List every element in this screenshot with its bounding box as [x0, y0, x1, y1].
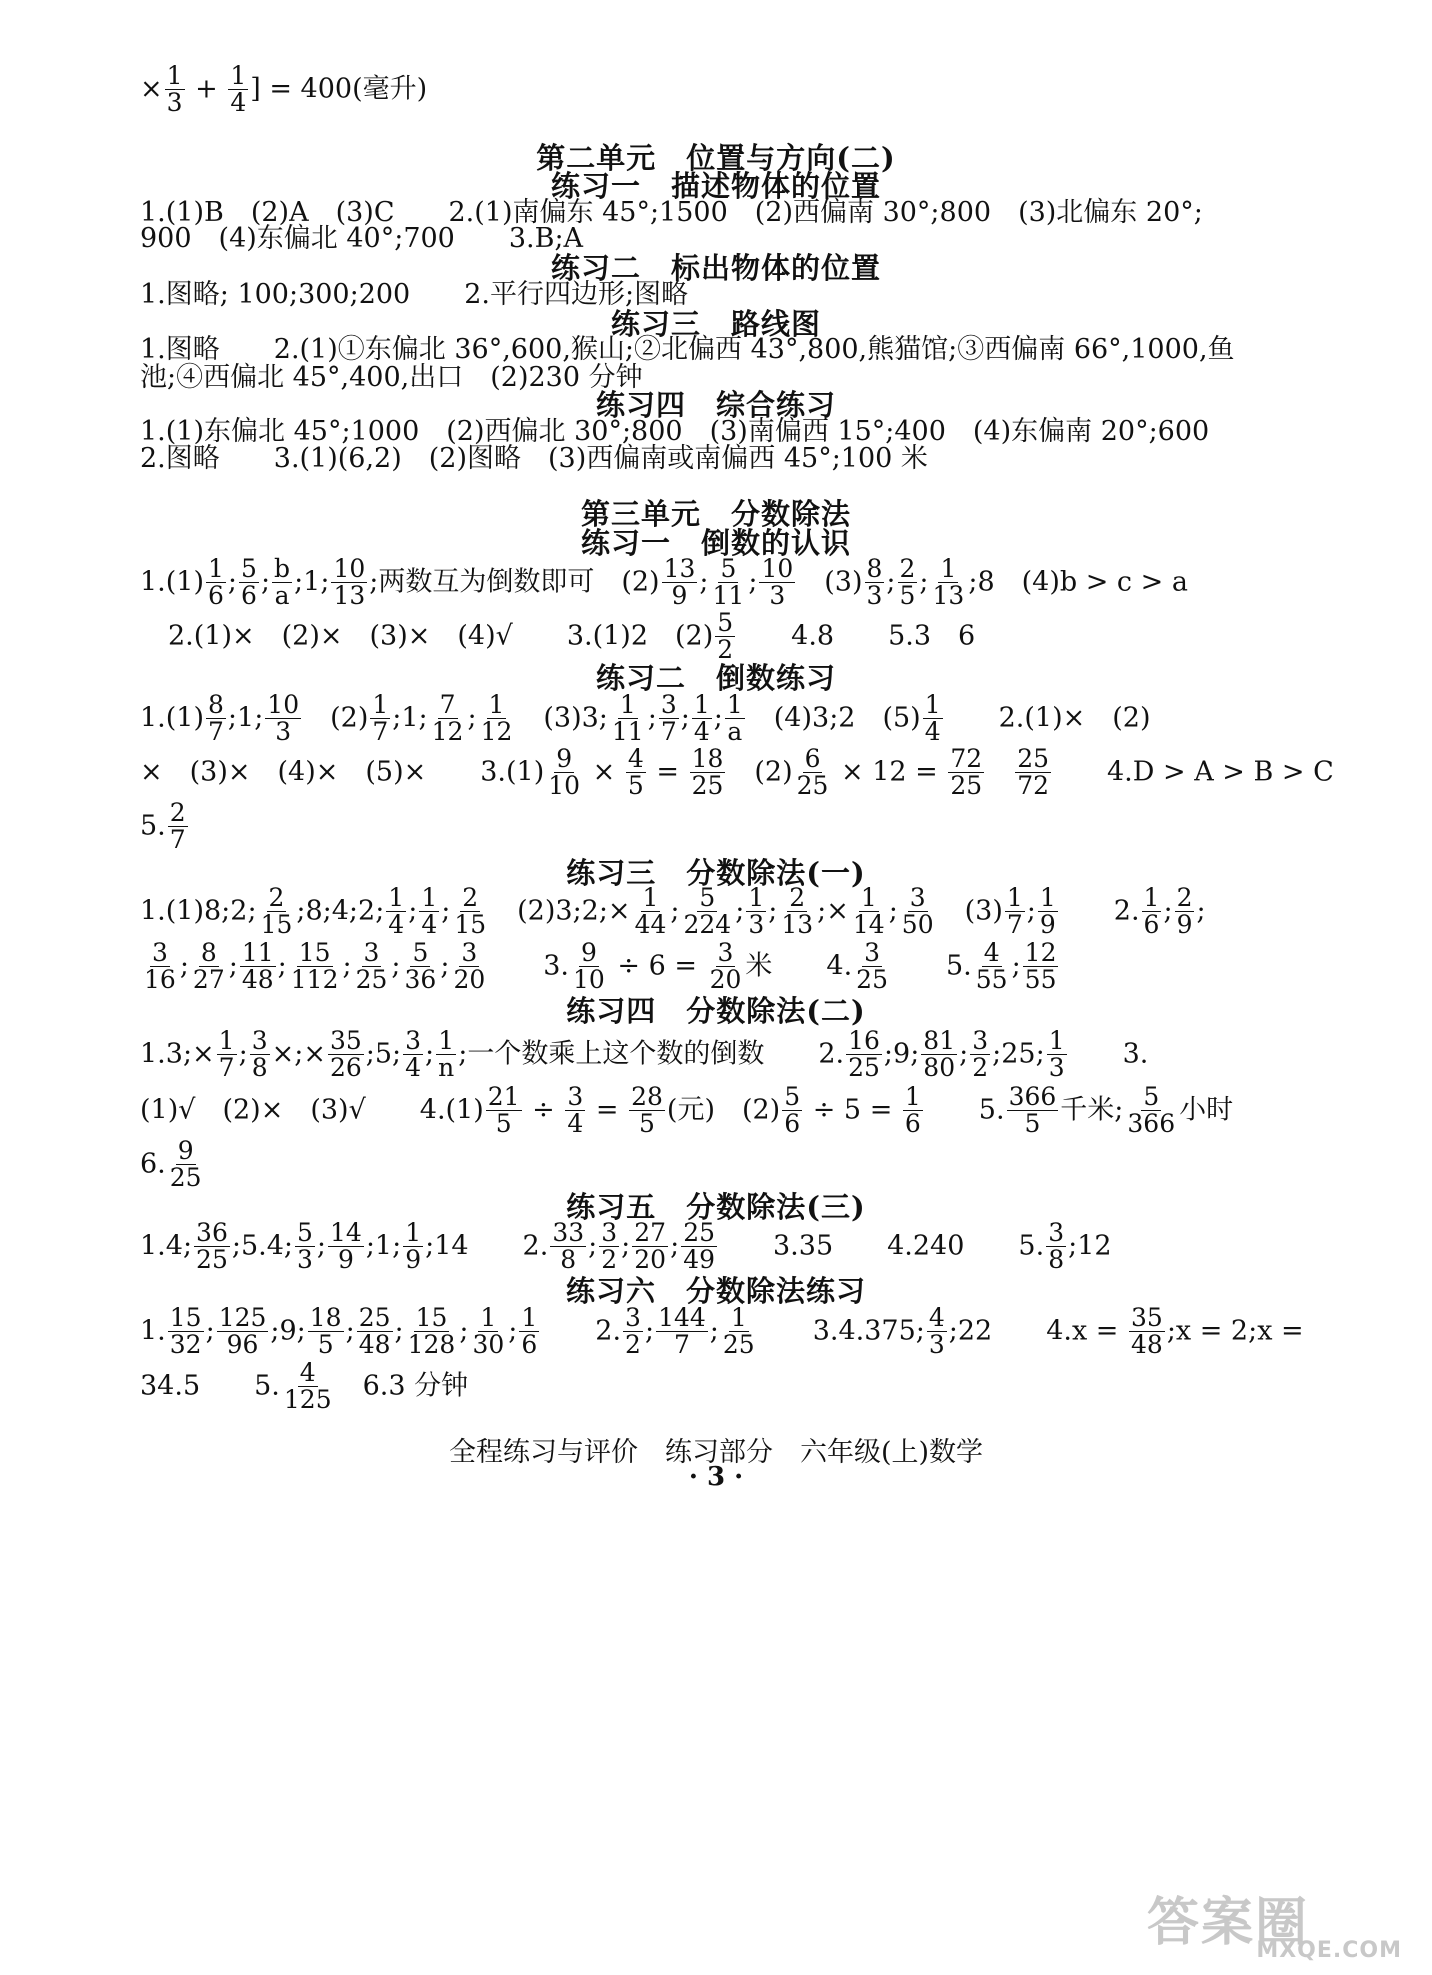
answer-line: 6. $\frac{9}{25}$ — [140, 1136, 202, 1193]
fraction: $\frac{5}{366}$ — [1127, 1082, 1176, 1139]
answer-line: 1.图略; 100;300;200 2.平行四边形;图略 — [140, 279, 689, 310]
answer-line: 1.(1)8;2; $\frac{2}{15}$ ;8;4;2; $\frac{1}{4}$ ; $\frac{1}{4}$ ; $\frac{2}{15}$ (2)3;2;× $\frac{1}{44}$ ; $\frac{5}{224}$ ; $\frac{1}{3}$ ; $\frac{2}{13}$ ;× $\frac{1}{14}$ ; $\frac{3}{50}$ (3) $\frac{1}{7}$ ; $\frac{1}{9}$ 2. $\frac{1}{6}$ ; $\frac{2}{9}$ ; — [140, 883, 1206, 940]
fraction: $\frac{2}{7}$ — [169, 798, 186, 855]
answer-line: 1. $\frac{15}{32}$ ; $\frac{125}{96}$ ;9; $\frac{18}{5}$ ; $\frac{25}{48}$ ; $\frac{15}{128}$ ; $\frac{1}{30}$ ; $\frac{1}{6}$ 2. $\frac{3}{2}$ ; $\frac{144}{7}$ ; $\frac{1}{25}$ 3.4.375; $\frac{4}{3}$ ;22 4.x = $\frac{35}{48}$ ;x = 2;x = — [140, 1303, 1304, 1360]
fraction: $\frac{35}{48}$ — [1131, 1303, 1163, 1360]
fraction: $\frac{25}{72}$ — [1017, 744, 1049, 801]
fraction: $\frac{10}{3}$ — [761, 554, 794, 611]
fraction: $\frac{3}{8}$ — [251, 1026, 268, 1083]
fraction: $\frac{3}{2}$ — [601, 1218, 618, 1275]
fraction: $\frac{1}{6}$ — [208, 554, 224, 611]
fraction: $\frac{4}{55}$ — [975, 938, 1008, 995]
fraction: $\frac{15}{128}$ — [407, 1303, 456, 1360]
answer-line: (1)√ (2)× (3)√ 4.(1) $\frac{21}{5}$ ÷ $\frac{3}{4}$ = $\frac{28}{5}$ (元) (2) $\frac{5}{6}$ ÷ 5 = $\frac{1}{6}$ 5. $\frac{366}{5}$ 千米; $\frac{5}{366}$ 小时 — [140, 1082, 1234, 1139]
fraction: $\frac{b}{a}$ — [274, 554, 291, 611]
answer-line-top: × $\frac{1}{3}$ + $\frac{1}{4}$ ] = 400(毫升) — [140, 61, 428, 118]
fraction: $\frac{2}{5}$ — [899, 554, 916, 611]
section-title: 练习二 倒数练习 — [595, 661, 836, 695]
fraction: $\frac{15}{32}$ — [169, 1303, 202, 1360]
fraction: $\frac{3}{16}$ — [144, 938, 176, 995]
fraction: $\frac{8}{27}$ — [192, 938, 225, 995]
fraction: $\frac{1}{7}$ — [1006, 883, 1023, 940]
fraction: $\frac{25}{49}$ — [683, 1218, 715, 1275]
answer-line: 池;④西偏北 45°,400,出口 (2)230 分钟 — [140, 362, 643, 393]
fraction: $\frac{10}{3}$ — [267, 690, 300, 747]
answer-line: 1.(1)东偏北 45°;1000 (2)西偏北 30°;800 (3)南偏西 15°;400 (4)东偏南 20°;600 — [140, 416, 1210, 447]
fraction: $\frac{1}{44}$ — [634, 883, 667, 940]
fraction: $\frac{1}{4}$ — [421, 883, 438, 940]
fraction: $\frac{2}{15}$ — [260, 883, 293, 940]
fraction: $\frac{1}{3}$ — [748, 883, 765, 940]
fraction: $\frac{28}{5}$ — [631, 1082, 663, 1139]
fraction: $\frac{18}{25}$ — [691, 744, 724, 801]
fraction: $\frac{3}{25}$ — [355, 938, 388, 995]
fraction: $\frac{1}{7}$ — [372, 690, 389, 747]
watermark-main: 答案圈 — [1147, 1893, 1310, 1953]
fraction: $\frac{5}{3}$ — [297, 1218, 313, 1275]
fraction: $\frac{3}{7}$ — [660, 690, 677, 747]
fraction: $\frac{4}{125}$ — [283, 1358, 332, 1415]
fraction: $\frac{1}{11}$ — [611, 690, 644, 747]
fraction: $\frac{1}{4}$ — [693, 690, 710, 747]
answer-line: × (3)× (4)× (5)× 3.(1) $\frac{9}{10}$ × $\frac{4}{5}$ = $\frac{18}{25}$ (2) $\frac{6}{25}$ × 12 = $\frac{72}{25}$ $\frac{25}{72}$ 4.D > A > B > C — [140, 744, 1334, 801]
answer-line: 900 (4)东偏北 40°;700 3.B;A — [140, 223, 584, 254]
fraction: $\frac{3}{25}$ — [856, 938, 888, 995]
fraction: $\frac{144}{7}$ — [658, 1303, 706, 1360]
footer-title: 全程练习与评价 练习部分 六年级(上)数学 — [448, 1437, 984, 1468]
fraction: $\frac{25}{48}$ — [358, 1303, 391, 1360]
answer-line: 1.(1) $\frac{8}{7}$ ;1; $\frac{10}{3}$ (2) $\frac{1}{7}$ ;1; $\frac{7}{12}$ ; $\frac{1}{12}$ (3)3; $\frac{1}{11}$ ; $\frac{3}{7}$ ; $\frac{1}{4}$ ; $\frac{1}{a}$ (4)3;2 (5) $\frac{1}{4}$ 2.(1)× (2) — [140, 690, 1151, 747]
fraction: $\frac{1}{4}$ — [388, 883, 405, 940]
fraction: $\frac{36}{25}$ — [196, 1218, 228, 1275]
fraction: $\frac{4}{3}$ — [928, 1303, 945, 1360]
answer-line: 2.图略 3.(1)(6,2) (2)图略 (3)西偏南或南偏西 45°;100 米 — [140, 443, 928, 474]
fraction: $\frac{1}{12}$ — [480, 690, 513, 747]
fraction: $\frac{1}{6}$ — [1143, 883, 1160, 940]
fraction: $\frac{5}{11}$ — [712, 554, 745, 611]
fraction: $\frac{81}{80}$ — [923, 1026, 956, 1083]
section-title: 练习一 倒数的认识 — [580, 526, 851, 560]
fraction: $\frac{9}{10}$ — [548, 744, 581, 801]
fraction: $\frac{2}{9}$ — [1176, 883, 1193, 940]
unit-title: 第三单元 分数除法 — [580, 497, 851, 531]
answer-line: 1.图略 2.(1)①东偏北 36°,600,猴山;②北偏西 43°,800,熊猫馆;③西偏南 66°,1000,鱼 — [140, 334, 1235, 365]
fraction: $\frac{4}{5}$ — [627, 744, 644, 801]
fraction: $\frac{3}{2}$ — [625, 1303, 641, 1360]
fraction: $\frac{11}{48}$ — [241, 938, 274, 995]
fraction: $\frac{2}{15}$ — [454, 883, 487, 940]
answer-line: 2.(1)× (2)× (3)× (4)√ 3.(1)2 (2) $\frac{5}{2}$ 4.8 5.3 6 — [168, 608, 976, 665]
section-title: 练习六 分数除法练习 — [565, 1274, 866, 1308]
answer-line: 1.(1) $\frac{1}{6}$ ; $\frac{5}{6}$ ; $\frac{b}{a}$ ;1; $\frac{10}{13}$ ;两数互为倒数即可 (2) $\frac{13}{9}$ ; $\frac{5}{11}$ ; $\frac{10}{3}$ (3) $\frac{8}{3}$ ; $\frac{2}{5}$ ; $\frac{1}{13}$ ;8 (4)b > c > a — [140, 554, 1188, 611]
fraction: $\frac{5}{6}$ — [241, 554, 257, 611]
fraction: $\frac{1}{9}$ — [1039, 883, 1056, 940]
section-title: 练习一 描述物体的位置 — [550, 169, 881, 203]
fraction: $\frac{3}{50}$ — [901, 883, 934, 940]
fraction: $\frac{3}{4}$ — [567, 1082, 584, 1139]
fraction: $\frac{1}{9}$ — [405, 1218, 422, 1275]
fraction: $\frac{14}{9}$ — [330, 1218, 362, 1275]
section-title: 练习五 分数除法(三) — [566, 1190, 866, 1224]
fraction: $\frac{5}{224}$ — [683, 883, 732, 940]
fraction: $\frac{3}{20}$ — [709, 938, 742, 995]
fraction: $\frac{1}{3}$ — [1048, 1026, 1065, 1083]
fraction: $\frac{8}{3}$ — [866, 554, 883, 611]
section-title: 练习三 路线图 — [610, 307, 821, 341]
fraction: $\frac{1}{6}$ — [904, 1082, 921, 1139]
watermark-sub: MXQE.COM — [1256, 1938, 1402, 1963]
fraction: $\frac{3}{8}$ — [1048, 1218, 1065, 1275]
fraction: $\frac{7}{12}$ — [431, 690, 464, 747]
fraction: $\frac{366}{5}$ — [1008, 1082, 1057, 1139]
fraction: $\frac{1}{30}$ — [472, 1303, 505, 1360]
fraction: $\frac{8}{7}$ — [208, 690, 224, 747]
fraction: $\frac{1}{4}$ — [230, 61, 247, 118]
fraction: $\frac{2}{13}$ — [781, 883, 814, 940]
fraction: $\frac{3}{4}$ — [405, 1026, 422, 1083]
fraction: $\frac{12}{55}$ — [1024, 938, 1057, 995]
fraction: $\frac{1}{6}$ — [521, 1303, 538, 1360]
fraction: $\frac{1}{4}$ — [924, 690, 941, 747]
fraction: $\frac{1}{7}$ — [218, 1026, 235, 1083]
answer-line: 1.4; $\frac{36}{25}$ ;5.4; $\frac{5}{3}$ ; $\frac{14}{9}$ ;1; $\frac{1}{9}$ ;14 2. $\frac{33}{8}$ ; $\frac{3}{2}$ ; $\frac{27}{20}$ ; $\frac{25}{49}$ 3.35 4.240 5. $\frac{3}{8}$ ;12 — [140, 1218, 1112, 1275]
watermark-logo — [1147, 1880, 1402, 1965]
section-title: 练习二 标出物体的位置 — [550, 251, 881, 285]
page-number: · 3 · — [688, 1462, 744, 1492]
fraction: $\frac{9}{25}$ — [169, 1136, 202, 1193]
fraction: $\frac{18}{5}$ — [309, 1303, 342, 1360]
unit-title: 第二单元 位置与方向(二) — [536, 141, 896, 175]
fraction: $\frac{16}{25}$ — [848, 1026, 880, 1083]
fraction: $\frac{21}{5}$ — [487, 1082, 520, 1139]
fraction: $\frac{125}{96}$ — [218, 1303, 267, 1360]
fraction: $\frac{1}{13}$ — [932, 554, 965, 611]
fraction: $\frac{1}{14}$ — [852, 883, 885, 940]
fraction: $\frac{33}{8}$ — [552, 1218, 585, 1275]
fraction: $\frac{9}{10}$ — [573, 938, 605, 995]
fraction: $\frac{1}{25}$ — [722, 1303, 755, 1360]
fraction: $\frac{15}{112}$ — [290, 938, 339, 995]
answer-line: 34.5 5. $\frac{4}{125}$ 6.3 分钟 — [140, 1358, 469, 1415]
fraction: $\frac{5}{6}$ — [784, 1082, 801, 1139]
answer-line: $\frac{3}{16}$ ; $\frac{8}{27}$ ; $\frac{11}{48}$ ; $\frac{15}{112}$ ; $\frac{3}{25}$ ; $\frac{5}{36}$ ; $\frac{3}{20}$ 3. $\frac{9}{10}$ ÷ 6 = $\frac{3}{20}$ 米 4. $\frac{3}{25}$ 5. $\frac{4}{55}$ ; $\frac{12}{55}$ — [144, 938, 1057, 995]
fraction: $\frac{5}{36}$ — [404, 938, 437, 995]
answer-line: 1.(1)B (2)A (3)C 2.(1)南偏东 45°;1500 (2)西偏南 30°;800 (3)北偏东 20°; — [140, 197, 1203, 228]
fraction: $\frac{1}{n}$ — [438, 1026, 455, 1083]
answer-line: 1.3;× $\frac{1}{7}$ ; $\frac{3}{8}$ ×;× $\frac{35}{26}$ ;5; $\frac{3}{4}$ ; $\frac{1}{n}$ ;一个数乘上这个数的倒数 2. $\frac{16}{25}$ ;9; $\frac{81}{80}$ ; $\frac{3}{2}$ ;25; $\frac{1}{3}$ 3. — [140, 1026, 1149, 1083]
section-title: 练习四 分数除法(二) — [566, 994, 866, 1028]
section-title: 练习四 综合练习 — [595, 388, 836, 422]
fraction: $\frac{3}{2}$ — [972, 1026, 989, 1083]
fraction: $\frac{35}{26}$ — [329, 1026, 362, 1083]
fraction: $\frac{1}{3}$ — [166, 61, 183, 118]
fraction: $\frac{27}{20}$ — [634, 1218, 667, 1275]
fraction: $\frac{6}{25}$ — [796, 744, 829, 801]
answer-line: 5. $\frac{2}{7}$ — [140, 798, 186, 855]
fraction: $\frac{1}{a}$ — [726, 690, 743, 747]
fraction: $\frac{13}{9}$ — [663, 554, 696, 611]
section-title: 练习三 分数除法(一) — [566, 856, 866, 890]
fraction: $\frac{3}{20}$ — [453, 938, 486, 995]
fraction: $\frac{5}{2}$ — [717, 608, 734, 665]
fraction: $\frac{10}{13}$ — [333, 554, 366, 611]
fraction: $\frac{72}{25}$ — [950, 744, 983, 801]
